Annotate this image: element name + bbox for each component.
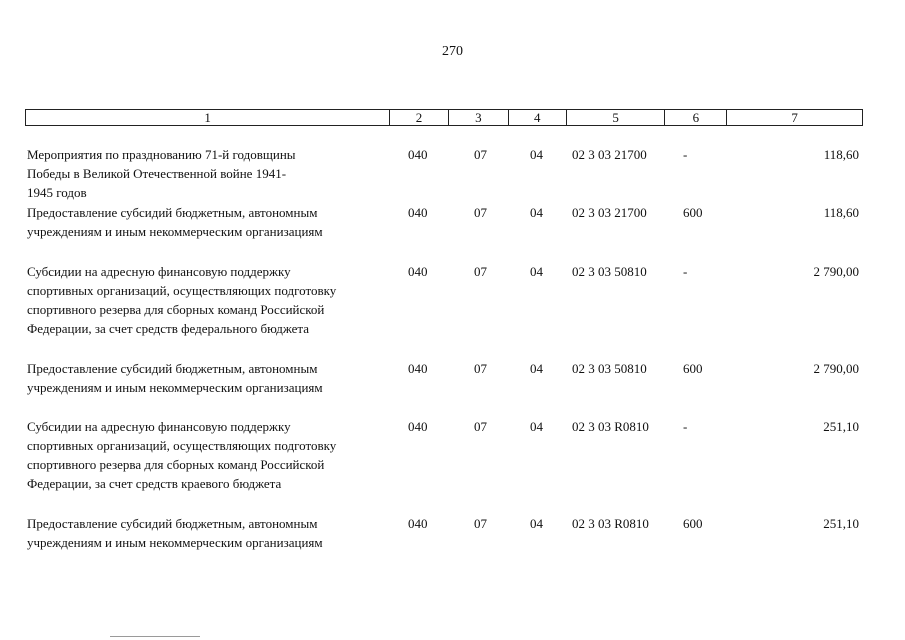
row-section-code: 07	[474, 419, 487, 434]
row-ministry-code: 040	[408, 419, 428, 434]
row-target-article: 02 3 03 21700	[572, 147, 647, 162]
row-name-line: Предоставление субсидий бюджетным, автономным	[27, 516, 318, 531]
page-number: 270	[442, 44, 463, 59]
row-name-cell	[27, 417, 392, 493]
row-target-article: 02 3 03 50810	[572, 361, 647, 376]
row-name-line: Федерации, за счет средств федерального бюджета	[27, 321, 310, 336]
row-name-line: Субсидии на адресную финансовую поддержку	[27, 419, 291, 434]
row-expense-type: 600	[683, 205, 703, 220]
row-subsection-code: 04	[530, 516, 543, 531]
row-ministry-code: 040	[408, 264, 428, 279]
header-col-1: 1	[204, 110, 211, 125]
row-name-line: спортивного резерва для сборных команд Российской	[27, 302, 325, 317]
row-subsection-code: 04	[530, 205, 543, 220]
row-target-article: 02 3 03 R0810	[572, 516, 649, 531]
row-ministry-code: 040	[408, 516, 428, 531]
row-expense-type: -	[683, 147, 688, 162]
row-name-line: спортивных организаций, осуществляющих подготовку	[27, 438, 337, 453]
row-name-line: Федерации, за счет средств краевого бюджета	[27, 476, 282, 491]
row-name-line: учреждениям и иным некоммерческим организациям	[27, 224, 323, 239]
row-target-article: 02 3 03 50810	[572, 264, 647, 279]
row-ministry-code: 040	[408, 361, 428, 376]
row-section-code: 07	[474, 361, 487, 376]
header-col-2: 2	[389, 110, 448, 125]
row-expense-type: -	[683, 419, 688, 434]
row-section-code: 07	[474, 264, 487, 279]
row-section-code: 07	[474, 147, 487, 162]
row-name-line: Предоставление субсидий бюджетным, автономным	[27, 361, 318, 376]
row-amount: 118,60	[823, 147, 859, 162]
header-col-5: 5	[566, 110, 665, 125]
row-section-code: 07	[474, 205, 487, 220]
footer-divider	[110, 636, 200, 637]
row-section-code: 07	[474, 516, 487, 531]
row-subsection-code: 04	[530, 264, 543, 279]
row-amount: 2 790,00	[813, 361, 859, 376]
header-col-7: 7	[726, 110, 862, 125]
row-name-line: учреждениям и иным некоммерческим организациям	[27, 380, 323, 395]
row-expense-type: -	[683, 264, 688, 279]
row-name-line: спортивного резерва для сборных команд Российской	[27, 457, 325, 472]
row-amount: 251,10	[823, 419, 859, 434]
header-col-4: 4	[508, 110, 566, 125]
row-subsection-code: 04	[530, 361, 543, 376]
row-amount: 118,60	[823, 205, 859, 220]
row-subsection-code: 04	[530, 147, 543, 162]
row-name-cell	[27, 262, 392, 338]
row-target-article: 02 3 03 R0810	[572, 419, 649, 434]
row-target-article: 02 3 03 21700	[572, 205, 647, 220]
row-expense-type: 600	[683, 361, 703, 376]
row-name-line: Победы в Великой Отечественной войне 1941-	[27, 166, 287, 181]
row-amount: 251,10	[823, 516, 859, 531]
row-name-line: спортивных организаций, осуществляющих подготовку	[27, 283, 337, 298]
header-col-3: 3	[448, 110, 508, 125]
row-name-line: учреждениям и иным некоммерческим организациям	[27, 535, 323, 550]
row-name-cell	[27, 514, 392, 552]
budget-table	[25, 109, 863, 550]
row-name-line: 1945 годов	[27, 185, 87, 200]
row-ministry-code: 040	[408, 147, 428, 162]
table-header-row	[25, 109, 863, 126]
row-name-line: Предоставление субсидий бюджетным, автономным	[27, 205, 318, 220]
row-name-line: Субсидии на адресную финансовую поддержку	[27, 264, 291, 279]
row-subsection-code: 04	[530, 419, 543, 434]
row-name-cell	[27, 145, 392, 202]
row-ministry-code: 040	[408, 205, 428, 220]
row-amount: 2 790,00	[813, 264, 859, 279]
header-col-6: 6	[664, 110, 726, 125]
row-name-cell	[27, 359, 392, 397]
row-expense-type: 600	[683, 516, 703, 531]
row-name-cell	[27, 203, 392, 241]
row-name-line: Мероприятия по празднованию 71-й годовщины	[27, 147, 296, 162]
